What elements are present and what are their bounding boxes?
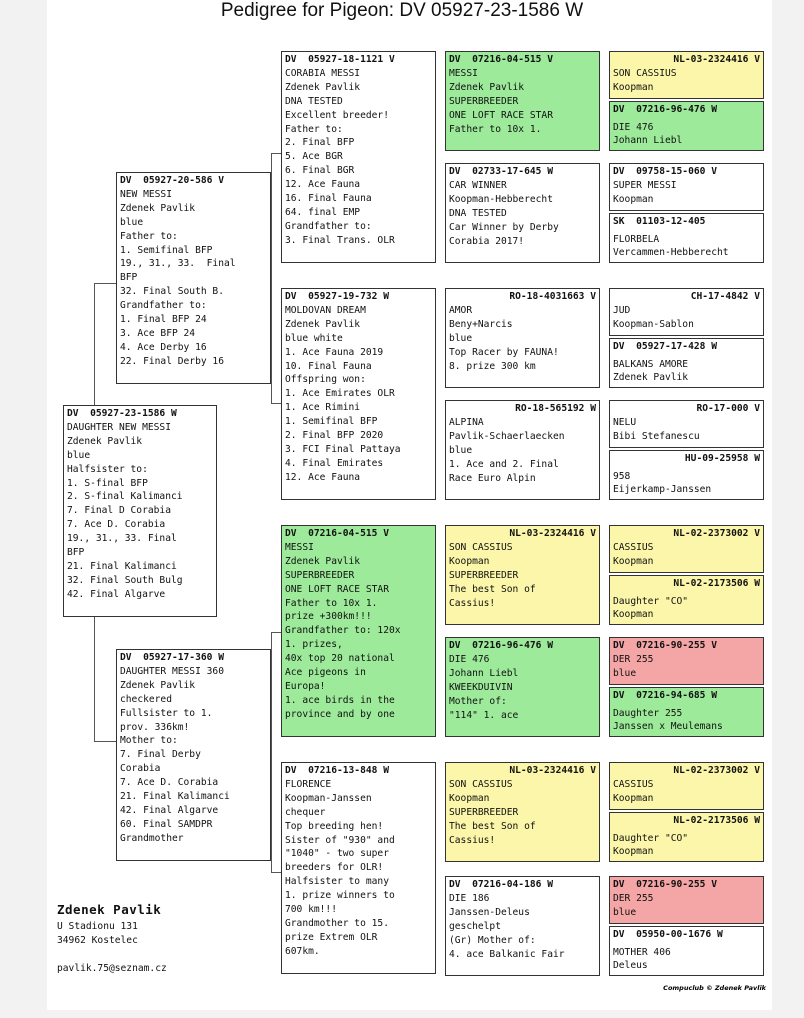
ring-number: DV 05927-20-586 V — [120, 175, 224, 186]
breeder-city: 34962 Kostelec — [57, 935, 138, 946]
pedigree-box-g4-7: NL-03-2324416 V SON CASSIUS Koopman SUPERBREEDER The best Son of Cassius! — [445, 762, 600, 862]
breeder-info — [57, 900, 167, 976]
pedigree-box-sire-sire: DV 05927-18-1121 V CORABIA MESSI Zdenek Pavlik DNA TESTED Excellent breeder! Father to: 2. Final BFP 5. Ace BGR 6. Final BGR 12. Ace Fauna 16. Final Fauna 64. final EMP Grandfather to: 3. Final Trans. OLR — [281, 51, 436, 263]
ring-number: NL-03-2324416 V — [509, 765, 596, 776]
pedigree-box-g5-4: SK 01103-12-405 FLORBELA Vercammen-Hebberecht — [609, 213, 764, 263]
pedigree-box-g5-15: DV 07216-90-255 V DER 255 blue — [609, 876, 764, 924]
connector — [94, 617, 95, 741]
connector — [271, 632, 272, 872]
connector — [94, 741, 118, 742]
pedigree-box-g5-12: DV 07216-94-685 W Daughter 255 Janssen x Meulemans — [609, 687, 764, 737]
ring-number: NL-02-2173506 W — [673, 578, 760, 589]
ring-number: NL-03-2324416 V — [509, 528, 596, 539]
pedigree-box-g4-4: RO-18-565192 W ALPINA Pavlik-Schaerlaecken blue 1. Ace and 2. Final Race Euro Alpin — [445, 400, 600, 500]
pedigree-box-g5-7: RO-17-000 V NELU Bibi Stefanescu — [609, 400, 764, 448]
pedigree-box-g5-10: NL-02-2173506 W Daughter "CO" Koopman — [609, 575, 764, 625]
ring-number: DV 09758-15-060 V — [613, 166, 717, 177]
ring-number: NL-02-2173506 W — [673, 815, 760, 826]
ring-number: CH-17-4842 V — [690, 291, 760, 302]
copyright-note: Compuclub © Zdenek Pavlik — [663, 984, 766, 992]
ring-number: DV 07216-04-515 V — [285, 528, 389, 539]
pedigree-box-g5-6: DV 05927-17-428 W BALKANS AMORE Zdenek Pavlik — [609, 338, 764, 388]
ring-number: DV 07216-96-476 W — [449, 640, 553, 651]
ring-number: NL-03-2324416 V — [673, 54, 760, 65]
connector — [94, 283, 95, 407]
ring-number: DV 07216-04-515 V — [449, 54, 553, 65]
pedigree-box-g4-1: DV 07216-04-515 V MESSI Zdenek Pavlik SUPERBREEDER ONE LOFT RACE STAR Father to 10x 1. — [445, 51, 600, 151]
ring-number: RO-17-000 V — [696, 403, 760, 414]
pedigree-box-g4-5: NL-03-2324416 V SON CASSIUS Koopman SUPERBREEDER The best Son of Cassius! — [445, 525, 600, 625]
ring-number: DV 05927-19-732 W — [285, 291, 389, 302]
pedigree-box-g5-13: NL-02-2373002 V CASSIUS Koopman — [609, 762, 764, 810]
ring-number: HU-09-25958 W — [684, 453, 760, 464]
pedigree-box-dam: DV 05927-17-360 W DAUGHTER MESSI 360 Zdenek Pavlik checkered Fullsister to 1. prov. 336km! Mother to: 7. Final Derby Corabia 7. Ace D. Corabia 21. Final Kalimanci 42. Final Algarve 60. Final SAMDPR Grandmother — [116, 649, 271, 861]
spacer — [57, 948, 167, 962]
breeder-name: Zdenek Pavlik — [57, 902, 162, 917]
ring-number: SK 01103-12-405 — [613, 216, 706, 227]
pedigree-box-g5-11: DV 07216-90-255 V DER 255 blue — [609, 637, 764, 685]
breeder-street: U Stadionu 131 — [57, 921, 138, 932]
ring-number: DV 05927-17-428 W — [613, 341, 717, 352]
pedigree-box-g5-1: NL-03-2324416 V SON CASSIUS Koopman — [609, 51, 764, 99]
connector — [271, 153, 272, 403]
ring-number: DV 07216-94-685 W — [613, 690, 717, 701]
connector — [94, 283, 118, 284]
ring-number: NL-02-2373002 V — [673, 528, 760, 539]
ring-number: RO-18-4031663 V — [509, 291, 596, 302]
pedigree-box-g4-6: DV 07216-96-476 W DIE 476 Johann Liebl KWEEKDUIVIN Mother of: "114" 1. ace — [445, 637, 600, 737]
pedigree-box-g5-3: DV 09758-15-060 V SUPER MESSI Koopman — [609, 163, 764, 211]
pedigree-box-g5-14: NL-02-2173506 W Daughter "CO" Koopman — [609, 812, 764, 862]
pedigree-box-dam-sire: DV 07216-04-515 V MESSI Zdenek Pavlik SUPERBREEDER ONE LOFT RACE STAR Father to 10x 1. prize +300km!!! Grandfather to: 120x 1. prizes, 40x top 20 national Ace pigeons in Europa! 1. ace birds in the province and by one — [281, 525, 436, 737]
pedigree-box-g4-8: DV 07216-04-186 W DIE 186 Janssen-Deleus geschelpt (Gr) Mother of: 4. ace Balkanic Fair — [445, 876, 600, 976]
ring-number: DV 07216-96-476 W — [613, 104, 717, 115]
pedigree-box-dam-dam: DV 07216-13-848 W FLORENCE Koopman-Janssen chequer Top breeding hen! Sister of "930" and "1040" - two super breeders for OLR! Halfsister to many 1. prize winners to 700 km!!! Grandmother to 15. prize Extrem OLR 607km. — [281, 762, 436, 974]
ring-number: DV 07216-90-255 V — [613, 640, 717, 651]
ring-number: DV 07216-90-255 V — [613, 879, 717, 890]
breeder-email: pavlik.75@seznam.cz — [57, 963, 167, 974]
pedigree-box-g5-2: DV 07216-96-476 W DIE 476 Johann Liebl — [609, 101, 764, 151]
ring-number: DV 02733-17-645 W — [449, 166, 553, 177]
pedigree-box-g5-8: HU-09-25958 W 958 Eijerkamp-Janssen — [609, 450, 764, 500]
ring-number: RO-18-565192 W — [515, 403, 596, 414]
pedigree-box-g5-5: CH-17-4842 V JUD Koopman-Sablon — [609, 288, 764, 336]
pedigree-box-g4-3: RO-18-4031663 V AMOR Beny+Narcis blue Top Racer by FAUNA! 8. prize 300 km — [445, 288, 600, 388]
ring-number: DV 05927-23-1586 W — [67, 408, 177, 419]
pedigree-box-sire-dam: DV 05927-19-732 W MOLDOVAN DREAM Zdenek Pavlik blue white 1. Ace Fauna 2019 10. Final Fauna Offspring won: 1. Ace Emirates OLR 1. Ace Rimini 1. Semifinal BFP 2. Final BFP 2020 3. FCI Final Pattaya 4. Final Emirates 12. Ace Fauna — [281, 288, 436, 500]
ring-number: DV 07216-13-848 W — [285, 765, 389, 776]
page-title: Pedigree for Pigeon: DV 05927-23-1586 W — [220, 0, 584, 21]
pedigree-box-g4-2: DV 02733-17-645 W CAR WINNER Koopman-Hebberecht DNA TESTED Car Winner by Derby Corabia 2017! — [445, 163, 600, 263]
ring-number: NL-02-2373002 V — [673, 765, 760, 776]
ring-number: DV 05950-00-1676 W — [613, 929, 723, 940]
ring-number: DV 05927-17-360 W — [120, 652, 224, 663]
pedigree-box-g5-16: DV 05950-00-1676 W MOTHER 406 Deleus — [609, 926, 764, 976]
ring-number: DV 05927-18-1121 V — [285, 54, 395, 65]
pedigree-box-subject: DV 05927-23-1586 W DAUGHTER NEW MESSI Zdenek Pavlik blue Halfsister to: 1. S-final BFP 2. S-final Kalimanci 7. Final D Corabia 7. Ace D. Corabia 19., 31., 33. Final BFP 21. Final Kalimanci 32. Final South Bulg 42. Final Algarve — [63, 405, 217, 617]
pedigree-box-sire: DV 05927-20-586 V NEW MESSI Zdenek Pavlik blue Father to: 1. Semifinal BFP 19., 31., 33. Final BFP 32. Final South B. Grandfather to: 1. Final BFP 24 3. Ace BFP 24 4. Ace Derby 16 22. Final Derby 16 — [116, 172, 271, 384]
pedigree-box-g5-9: NL-02-2373002 V CASSIUS Koopman — [609, 525, 764, 573]
ring-number: DV 07216-04-186 W — [449, 879, 553, 890]
